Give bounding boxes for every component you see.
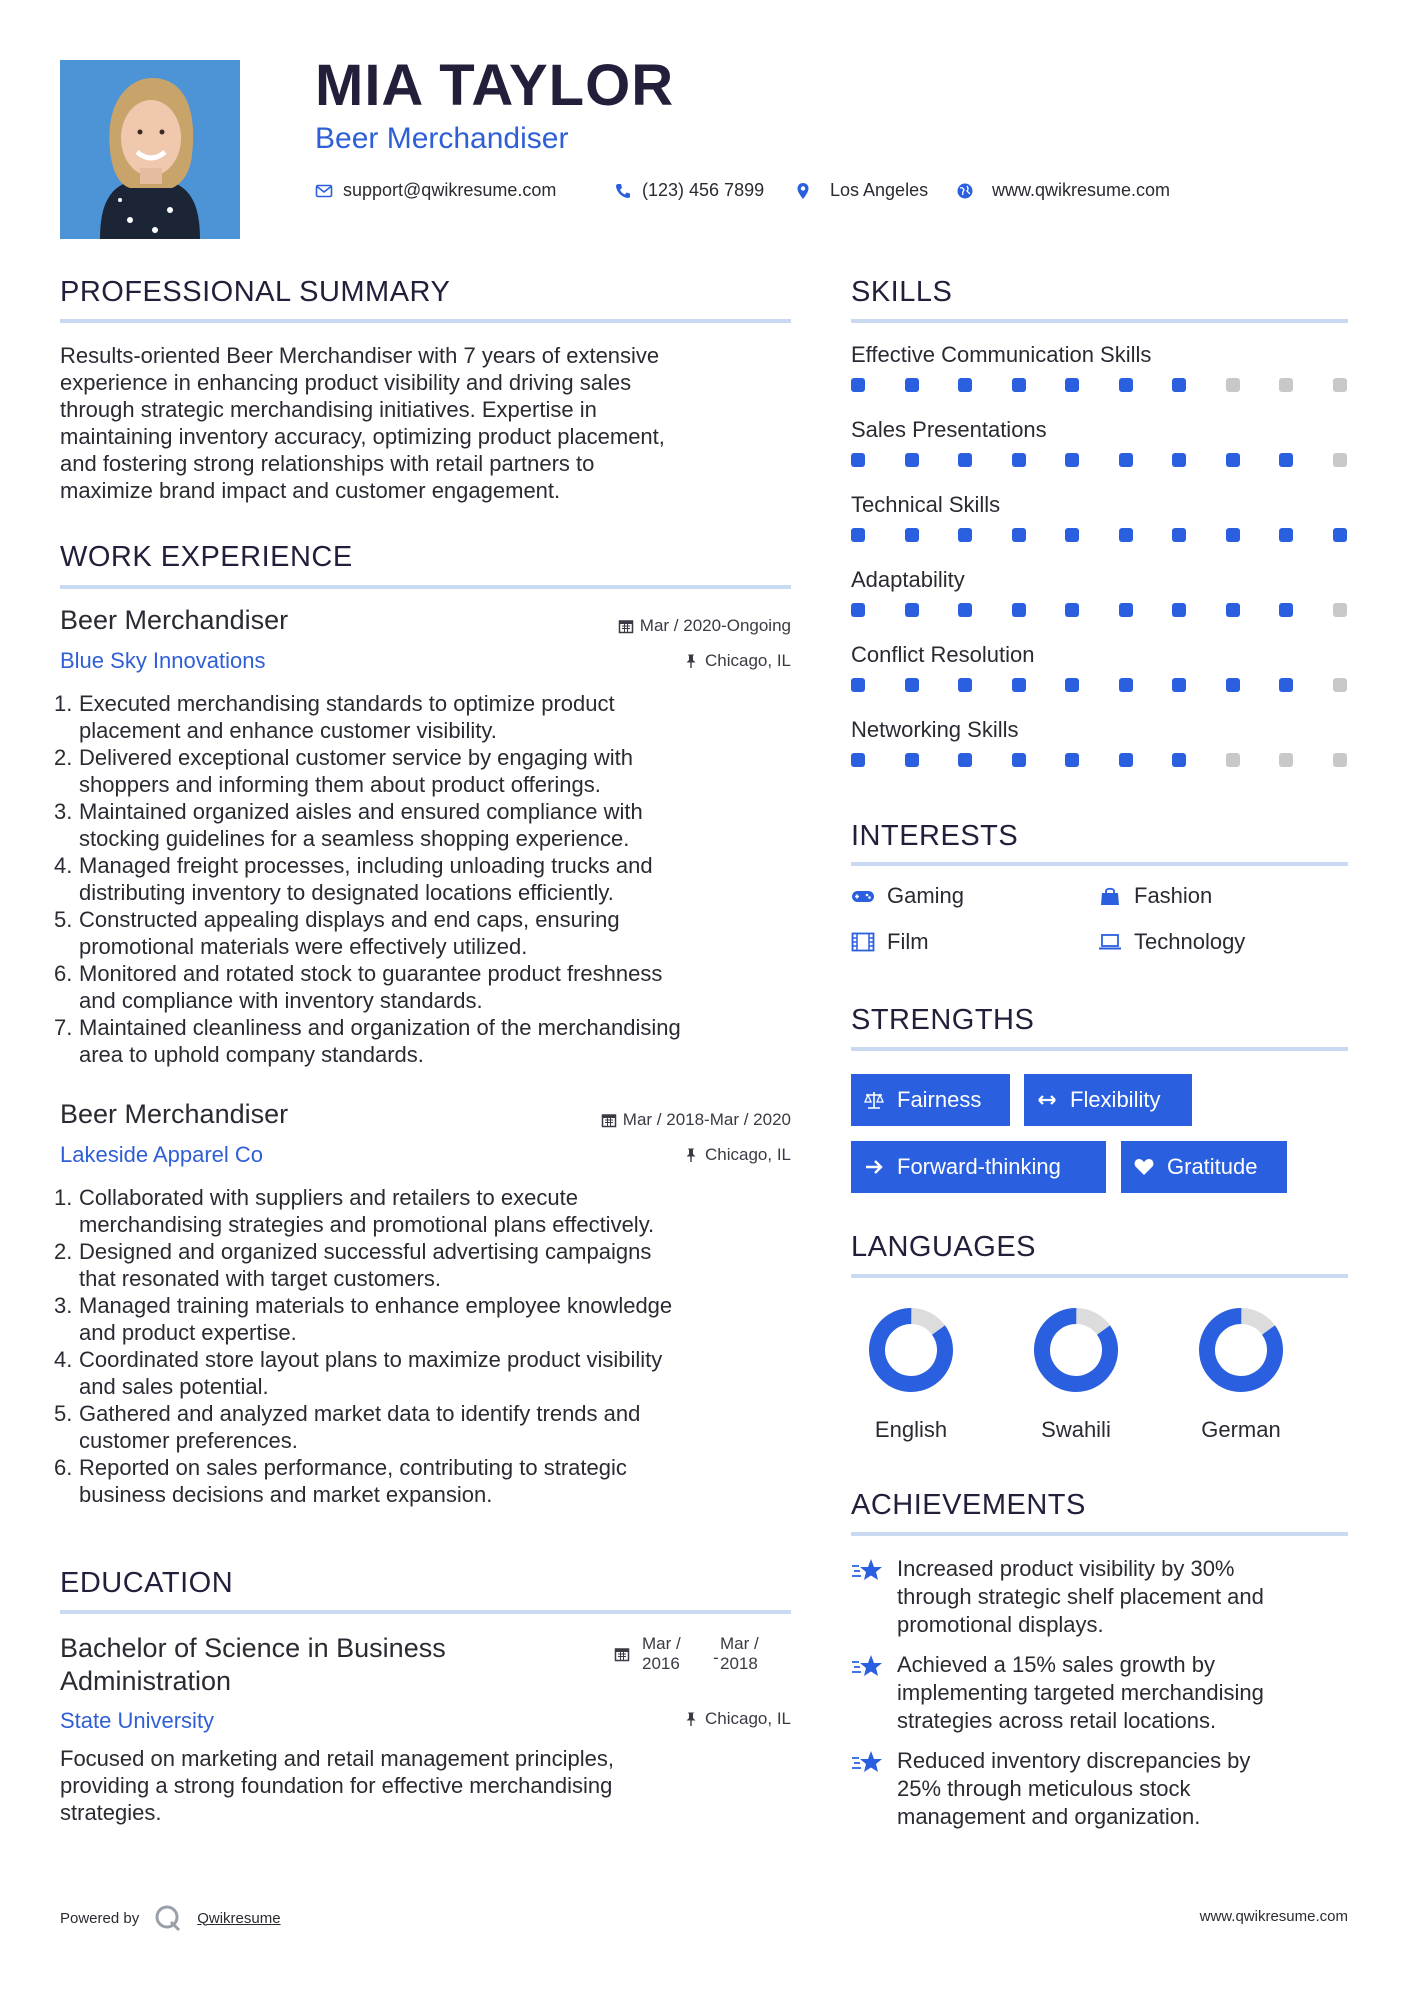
rating-dot-filled xyxy=(851,678,865,692)
rating-dot-filled xyxy=(1065,528,1079,542)
degree-line: Administration xyxy=(60,1666,232,1696)
strengths-heading: STRENGTHS xyxy=(851,1004,1035,1036)
edu-line: strategies. xyxy=(60,1800,162,1825)
interests-heading: INTERESTS xyxy=(851,820,1019,852)
email-text: support@qwikresume.com xyxy=(343,180,557,200)
list-item xyxy=(54,852,805,906)
achievement-line: management and organization. xyxy=(897,1804,1201,1829)
item-line: Gathered and analyzed market data to identify trends and xyxy=(79,1401,641,1426)
pushpin-icon xyxy=(683,653,699,669)
job-company[interactable]: Blue Sky Innovations xyxy=(60,648,266,673)
skill-name: Adaptability xyxy=(851,567,965,592)
language-item xyxy=(1006,1306,1146,1443)
skills-divider xyxy=(851,319,1348,323)
rating-dot-empty xyxy=(1279,753,1293,767)
item-line: area to uphold company standards. xyxy=(79,1042,424,1067)
map-pin-icon xyxy=(794,182,812,200)
strength-label: Fairness xyxy=(897,1087,982,1112)
pushpin-icon xyxy=(683,1711,699,1727)
skill-rating xyxy=(851,603,1347,617)
edu-date-line: 2016 xyxy=(642,1654,680,1673)
qwikresume-link[interactable]: Qwikresume xyxy=(197,1909,281,1927)
achievement-item xyxy=(851,1747,1356,1831)
rating-dot-filled xyxy=(958,378,972,392)
summary-line: experience in enhancing product visibility and driving sales xyxy=(60,370,632,395)
skills-heading: SKILLS xyxy=(851,276,953,308)
candidate-name: MIA TAYLOR xyxy=(315,53,675,118)
footer-website[interactable]: www.qwikresume.com xyxy=(1199,1908,1348,1925)
rating-dot-filled xyxy=(905,678,919,692)
rating-dot-filled xyxy=(1226,528,1240,542)
heart-icon xyxy=(1133,1156,1155,1178)
skill-rating xyxy=(851,528,1347,542)
school-location-text: Chicago, IL xyxy=(705,1709,791,1728)
globe-icon xyxy=(956,182,974,200)
list-item xyxy=(54,960,805,1014)
edu-date-line: 2018 xyxy=(720,1654,758,1673)
item-number: 2. xyxy=(54,1239,73,1264)
strength-badge xyxy=(851,1074,1010,1126)
item-line: Maintained cleanliness and organization of the merchandising xyxy=(79,1015,681,1040)
achievement-line: promotional displays. xyxy=(897,1612,1104,1637)
skill-row xyxy=(851,417,1347,492)
item-line: shoppers and informing them about product offerings. xyxy=(79,772,601,797)
education-heading: EDUCATION xyxy=(60,1567,234,1599)
item-line: Managed freight processes, including unloading trucks and xyxy=(79,853,653,878)
website-text: www.qwikresume.com xyxy=(992,180,1171,200)
strength-badge xyxy=(851,1141,1106,1193)
rating-dot-filled xyxy=(1065,603,1079,617)
strengths-divider xyxy=(851,1047,1348,1051)
rating-dot-filled xyxy=(1065,753,1079,767)
list-item xyxy=(54,1346,805,1400)
achievement-line: implementing targeted merchandising xyxy=(897,1680,1264,1705)
job-role: Beer Merchandiser xyxy=(60,605,289,635)
skill-row xyxy=(851,567,1347,642)
skill-row xyxy=(851,642,1347,717)
item-line: Designed and organized successful advertising campaigns xyxy=(79,1239,652,1264)
item-line: Delivered exceptional customer service by engaging with xyxy=(79,745,633,770)
rating-dot-filled xyxy=(958,678,972,692)
star-icon xyxy=(851,1653,883,1681)
interest-film xyxy=(851,929,929,955)
job-location-text: Chicago, IL xyxy=(705,1145,791,1164)
item-line: and product expertise. xyxy=(79,1320,297,1345)
item-line: Maintained organized aisles and ensured compliance with xyxy=(79,799,643,824)
achievement-item xyxy=(851,1651,1356,1735)
summary-line: maintaining inventory accuracy, optimizing product placement, xyxy=(60,424,665,449)
interest-label: Fashion xyxy=(1134,883,1213,908)
work-divider xyxy=(60,585,791,589)
rating-dot-filled xyxy=(1119,603,1133,617)
item-line: Coordinated store layout plans to maximize product visibility xyxy=(79,1347,663,1372)
rating-dot-filled xyxy=(1119,528,1133,542)
rating-dot-filled xyxy=(851,528,865,542)
item-number: 3. xyxy=(54,799,73,824)
languages-list xyxy=(841,1306,1361,1446)
list-item xyxy=(54,1014,805,1068)
summary-line: maximize brand impact and customer engagement. xyxy=(60,478,561,503)
item-line: Collaborated with suppliers and retailers to execute xyxy=(79,1185,578,1210)
rating-dot-filled xyxy=(1119,453,1133,467)
arrows-horizontal-icon xyxy=(1036,1089,1058,1111)
job-duties xyxy=(54,1184,805,1508)
languages-divider xyxy=(851,1274,1348,1278)
skill-row xyxy=(851,717,1347,792)
edu-date-separator: - xyxy=(713,1648,719,1667)
donut-fill xyxy=(864,1306,959,1397)
rating-dot-filled xyxy=(1279,453,1293,467)
skill-rating xyxy=(851,678,1347,692)
skill-name: Conflict Resolution xyxy=(851,642,1035,667)
contact-phone[interactable] xyxy=(614,180,764,201)
rating-dot-filled xyxy=(1172,528,1186,542)
education-description xyxy=(60,1745,800,1826)
list-item xyxy=(54,1184,805,1238)
item-number: 6. xyxy=(54,961,73,986)
phone-text: (123) 456 7899 xyxy=(642,180,765,200)
item-number: 5. xyxy=(54,907,73,932)
powered-by-label: Powered by xyxy=(60,1909,140,1927)
skill-name: Sales Presentations xyxy=(851,417,1047,442)
skill-rating xyxy=(851,378,1347,392)
degree-title xyxy=(60,1632,446,1698)
item-line: business decisions and market expansion. xyxy=(79,1482,493,1507)
summary-heading: PROFESSIONAL SUMMARY xyxy=(60,276,451,308)
envelope-icon xyxy=(315,182,333,200)
interest-gaming xyxy=(851,883,964,909)
rating-dot-filled xyxy=(958,603,972,617)
rating-dot-filled xyxy=(1333,528,1347,542)
edu-end-date xyxy=(720,1634,759,1674)
rating-dot-filled xyxy=(851,453,865,467)
edu-date-line: Mar / xyxy=(642,1634,681,1653)
rating-dot-filled xyxy=(1065,678,1079,692)
rating-dot-filled xyxy=(1012,603,1026,617)
rating-dot-filled xyxy=(1172,378,1186,392)
item-line: merchandising strategies and promotional plans effectively. xyxy=(79,1212,655,1237)
item-line: and compliance with inventory standards. xyxy=(79,988,483,1013)
rating-dot-filled xyxy=(1226,453,1240,467)
rating-dot-empty xyxy=(1226,753,1240,767)
item-line: promotional materials were effectively utilized. xyxy=(79,934,528,959)
job-dates xyxy=(601,1110,791,1130)
item-line: placement and enhance customer visibility. xyxy=(79,718,497,743)
gamepad-icon xyxy=(851,886,875,906)
strength-badge xyxy=(1024,1074,1192,1126)
profile-photo xyxy=(60,60,240,239)
donut-fill xyxy=(1194,1306,1289,1397)
rating-dot-filled xyxy=(905,603,919,617)
rating-dot-empty xyxy=(1333,753,1347,767)
strength-label: Flexibility xyxy=(1070,1087,1161,1112)
rating-dot-filled xyxy=(958,753,972,767)
rating-dot-filled xyxy=(851,753,865,767)
rating-dot-filled xyxy=(958,453,972,467)
rating-dot-empty xyxy=(1226,378,1240,392)
summary-line: Results-oriented Beer Merchandiser with 7 years of extensive xyxy=(60,343,660,368)
summary-line: and fostering strong relationships with retail partners to xyxy=(60,451,595,476)
rating-dot-filled xyxy=(905,453,919,467)
qwikresume-logo-icon xyxy=(153,1903,183,1933)
item-line: Constructed appealing displays and end caps, ensuring xyxy=(79,907,620,932)
skill-row xyxy=(851,492,1347,567)
interest-label: Technology xyxy=(1134,929,1246,954)
rating-dot-filled xyxy=(905,753,919,767)
interest-label: Film xyxy=(887,929,929,954)
item-number: 4. xyxy=(54,1347,73,1372)
rating-dot-filled xyxy=(1012,678,1026,692)
item-line: Monitored and rotated stock to guarantee product freshness xyxy=(79,961,663,986)
rating-dot-filled xyxy=(958,528,972,542)
rating-dot-filled xyxy=(905,378,919,392)
job-company[interactable]: Lakeside Apparel Co xyxy=(60,1142,264,1167)
footer-powered-by xyxy=(60,1903,281,1933)
summary-divider xyxy=(60,319,791,323)
list-item xyxy=(54,1400,805,1454)
summary-line: through strategic merchandising initiatives. Expertise in xyxy=(60,397,597,422)
language-name: German xyxy=(1201,1417,1281,1442)
school-location xyxy=(683,1709,791,1729)
language-item xyxy=(1171,1306,1311,1443)
rating-dot-empty xyxy=(1333,453,1347,467)
item-line: that resonated with target customers. xyxy=(79,1266,441,1291)
item-number: 1. xyxy=(54,691,73,716)
rating-dot-filled xyxy=(1172,603,1186,617)
work-heading: WORK EXPERIENCE xyxy=(60,541,353,573)
edu-start-date xyxy=(642,1634,681,1674)
shopping-bag-icon xyxy=(1098,886,1122,906)
skill-name: Effective Communication Skills xyxy=(851,342,1152,367)
item-line: Executed merchandising standards to optimize product xyxy=(79,691,615,716)
rating-dot-filled xyxy=(905,528,919,542)
achievements-heading: ACHIEVEMENTS xyxy=(851,1489,1086,1521)
skills-list xyxy=(851,342,1347,792)
degree-line: Bachelor of Science in Business xyxy=(60,1633,446,1663)
rating-dot-filled xyxy=(1172,753,1186,767)
achievement-text xyxy=(897,1651,1264,1735)
item-number: 1. xyxy=(54,1185,73,1210)
job-location xyxy=(683,1145,791,1165)
job-dates xyxy=(618,616,791,636)
arrow-right-icon xyxy=(863,1156,885,1178)
rating-dot-empty xyxy=(1333,678,1347,692)
edu-line: providing a strong foundation for effective merchandising xyxy=(60,1773,613,1798)
phone-icon xyxy=(614,182,632,200)
edu-line: Focused on marketing and retail management principles, xyxy=(60,1746,614,1771)
item-line: customer preferences. xyxy=(79,1428,298,1453)
item-line: Reported on sales performance, contributing to strategic xyxy=(79,1455,627,1480)
skill-name: Technical Skills xyxy=(851,492,1001,517)
item-line: Managed training materials to enhance employee knowledge xyxy=(79,1293,673,1318)
star-icon xyxy=(851,1749,883,1777)
rating-dot-empty xyxy=(1333,378,1347,392)
list-item xyxy=(54,1292,805,1346)
job-location-text: Chicago, IL xyxy=(705,651,791,670)
portrait-image xyxy=(60,60,240,239)
strength-label: Gratitude xyxy=(1167,1154,1258,1179)
rating-dot-filled xyxy=(1279,603,1293,617)
list-item xyxy=(54,1454,805,1508)
contact-email[interactable] xyxy=(315,180,556,201)
rating-dot-filled xyxy=(1119,378,1133,392)
list-item xyxy=(54,1238,805,1292)
calendar-icon xyxy=(614,1646,630,1662)
language-donut xyxy=(1171,1306,1311,1402)
language-item xyxy=(841,1306,981,1443)
rating-dot-empty xyxy=(1279,378,1293,392)
rating-dot-filled xyxy=(1279,678,1293,692)
rating-dot-filled xyxy=(1012,528,1026,542)
list-item xyxy=(54,906,805,960)
job-dates-text: Mar / 2020-Ongoing xyxy=(639,616,791,635)
calendar-icon xyxy=(618,618,634,634)
calendar-icon xyxy=(601,1112,617,1128)
skill-row xyxy=(851,342,1347,417)
achievement-line: Achieved a 15% sales growth by xyxy=(897,1652,1215,1677)
location-text: Los Angeles xyxy=(830,180,929,200)
achievement-line: Increased product visibility by 30% xyxy=(897,1556,1235,1581)
education-divider xyxy=(60,1610,791,1614)
job-duties xyxy=(54,690,805,1068)
school-name[interactable]: State University xyxy=(60,1708,215,1733)
item-line: distributing inventory to designated locations efficiently. xyxy=(79,880,614,905)
rating-dot-filled xyxy=(1065,453,1079,467)
interests-divider xyxy=(851,862,1348,866)
rating-dot-filled xyxy=(1012,378,1026,392)
rating-dot-filled xyxy=(1119,753,1133,767)
rating-dot-filled xyxy=(1012,753,1026,767)
rating-dot-filled xyxy=(1172,678,1186,692)
candidate-title: Beer Merchandiser xyxy=(315,122,569,155)
rating-dot-filled xyxy=(1226,603,1240,617)
list-item xyxy=(54,744,805,798)
item-number: 7. xyxy=(54,1015,73,1040)
item-line: stocking guidelines for a seamless shopping experience. xyxy=(79,826,630,851)
strength-badge xyxy=(1121,1141,1287,1193)
item-line: and sales potential. xyxy=(79,1374,269,1399)
film-icon xyxy=(851,932,875,952)
summary-text xyxy=(60,342,800,504)
interest-fashion xyxy=(1098,883,1212,909)
balance-scale-icon xyxy=(863,1089,885,1111)
item-number: 2. xyxy=(54,745,73,770)
achievements-list xyxy=(851,1555,1356,1831)
star-icon xyxy=(851,1557,883,1585)
laptop-icon xyxy=(1098,932,1122,952)
achievement-line: Reduced inventory discrepancies by xyxy=(897,1748,1251,1773)
achievement-text xyxy=(897,1555,1264,1639)
contact-website[interactable] xyxy=(956,180,1170,201)
contact-location xyxy=(794,180,928,201)
achievement-line: through strategic shelf placement and xyxy=(897,1584,1264,1609)
skill-rating xyxy=(851,753,1347,767)
edu-date-line: Mar / xyxy=(720,1634,759,1653)
language-name: Swahili xyxy=(1041,1417,1111,1442)
achievements-divider xyxy=(851,1532,1348,1536)
achievement-text xyxy=(897,1747,1250,1831)
language-donut xyxy=(1006,1306,1146,1402)
rating-dot-filled xyxy=(1119,678,1133,692)
job-dates-text: Mar / 2018-Mar / 2020 xyxy=(622,1110,791,1129)
item-number: 3. xyxy=(54,1293,73,1318)
interest-technology xyxy=(1098,929,1245,955)
pushpin-icon xyxy=(683,1147,699,1163)
rating-dot-filled xyxy=(1172,453,1186,467)
strength-label: Forward-thinking xyxy=(897,1154,1061,1179)
skill-rating xyxy=(851,453,1347,467)
rating-dot-filled xyxy=(1279,528,1293,542)
job-location xyxy=(683,651,791,671)
item-number: 4. xyxy=(54,853,73,878)
language-donut xyxy=(841,1306,981,1402)
list-item xyxy=(54,798,805,852)
languages-heading: LANGUAGES xyxy=(851,1231,1036,1263)
job-role: Beer Merchandiser xyxy=(60,1099,289,1129)
item-number: 5. xyxy=(54,1401,73,1426)
list-item xyxy=(54,690,805,744)
item-number: 6. xyxy=(54,1455,73,1480)
interest-label: Gaming xyxy=(887,883,965,908)
rating-dot-filled xyxy=(1226,678,1240,692)
rating-dot-filled xyxy=(1065,378,1079,392)
skill-name: Networking Skills xyxy=(851,717,1019,742)
achievement-line: strategies across retail locations. xyxy=(897,1708,1217,1733)
achievement-line: 25% through meticulous stock xyxy=(897,1776,1191,1801)
rating-dot-empty xyxy=(1333,603,1347,617)
rating-dot-filled xyxy=(851,378,865,392)
language-name: English xyxy=(874,1417,948,1442)
donut-fill xyxy=(1029,1306,1124,1397)
rating-dot-filled xyxy=(851,603,865,617)
achievement-item xyxy=(851,1555,1356,1639)
rating-dot-filled xyxy=(1012,453,1026,467)
